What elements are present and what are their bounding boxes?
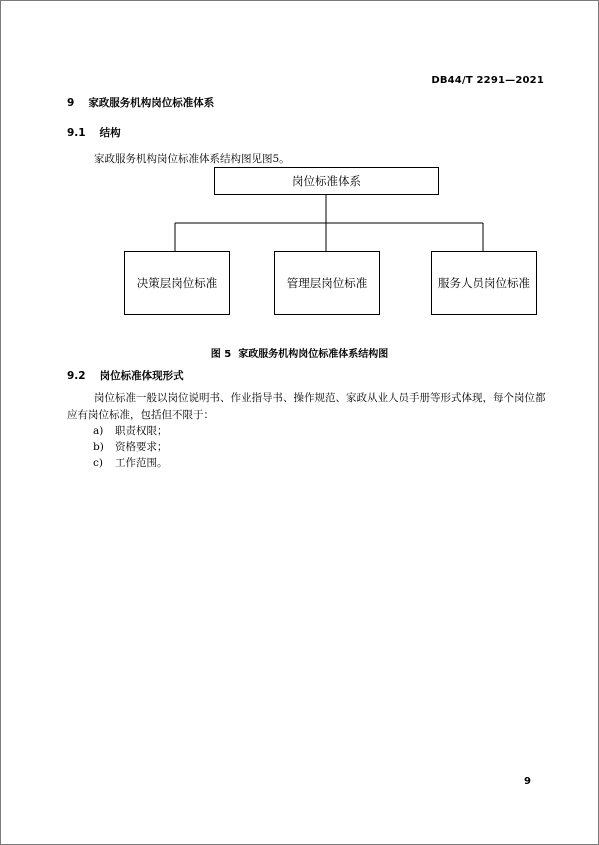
section-9-number: 9 [67,97,75,109]
list-text: 职责权限； [115,425,168,437]
diagram-root-box: 岗位标准体系 [214,167,439,195]
list-item [93,455,168,470]
section-9-title: 家政服务机构岗位标准体系 [88,97,215,109]
section-9-2-paragraph [67,390,547,424]
document-code: DB44/T 2291—2021 [431,75,544,86]
paragraph-line-1: 岗位标准一般以岗位说明书、作业指导书、操作规范、家政从业人员手册等形式体现，每个岗位都 [94,392,546,404]
diagram-child-service: 服务人员岗位标准 [431,251,537,315]
list-text: 工作范围。 [115,457,168,469]
figure-number: 图 5 [210,349,232,360]
figure-title: 家政服务机构岗位标准体系结构图 [238,349,389,360]
figure-caption [1,345,598,360]
section-9-1-number: 9.1 [67,127,86,139]
diagram-child-decision: 决策层岗位标准 [124,251,230,315]
paragraph-line-2: 应有岗位标准，包括但不限于： [67,409,214,421]
list-item [93,439,168,454]
diagram-child-management: 管理层岗位标准 [274,251,380,315]
page-number: 9 [524,776,531,787]
section-9-2-title: 岗位标准体现形式 [99,370,184,382]
section-9-1-title: 结构 [99,127,121,139]
list-marker: a) [93,425,104,437]
section-9-2-number: 9.2 [67,370,86,382]
list-text: 资格要求； [115,441,168,453]
list-marker: c) [93,457,103,469]
list-marker: b) [93,441,104,453]
list-item [93,423,168,438]
section-9-2-heading [67,368,184,383]
section-9-1-intro: 家政服务机构岗位标准体系结构图见图5。 [94,153,290,165]
